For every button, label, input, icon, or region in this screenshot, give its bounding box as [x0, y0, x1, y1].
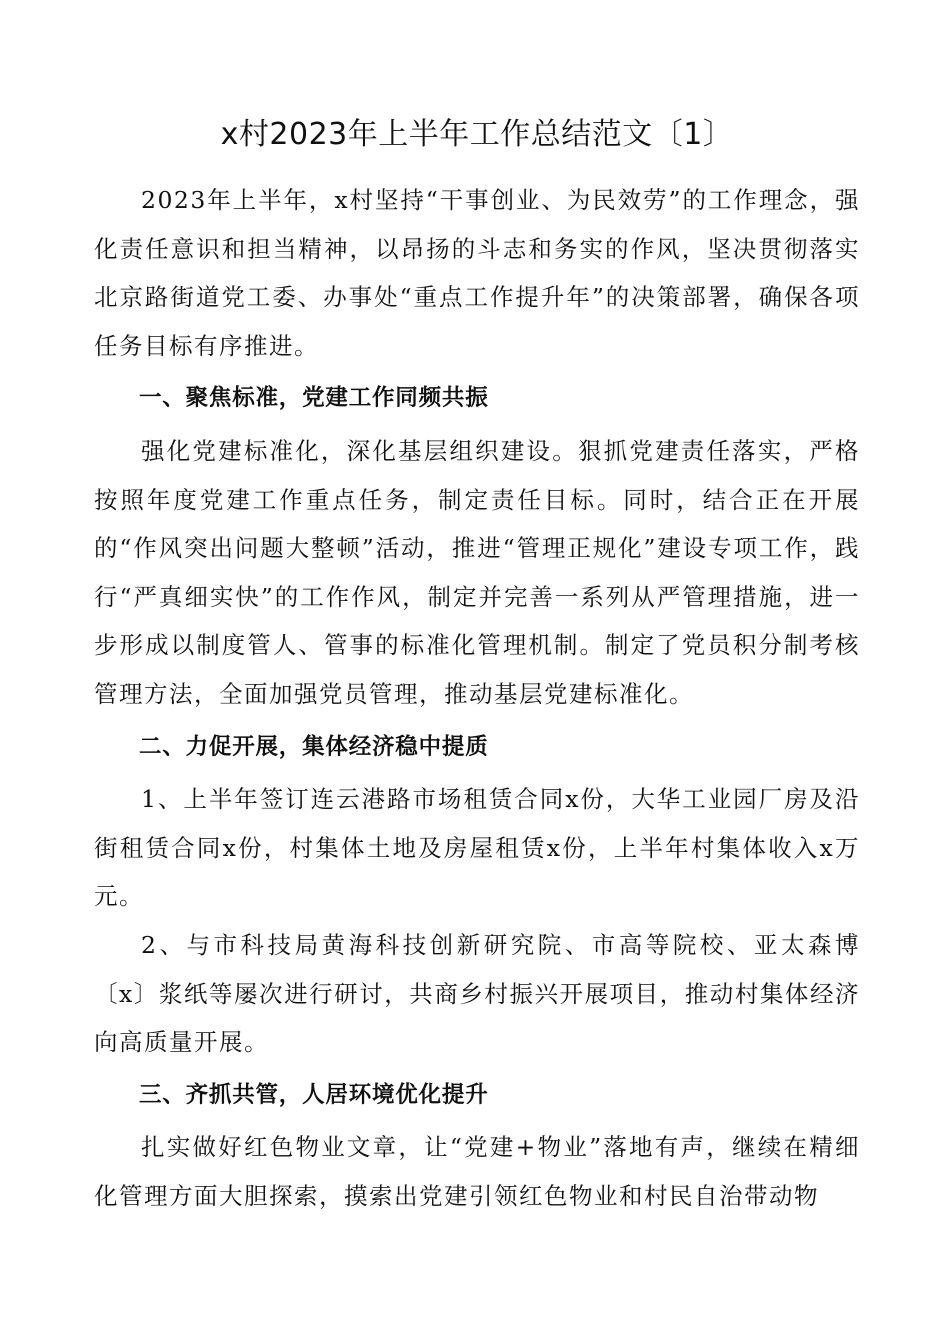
- section-1-paragraph-1: 强化党建标准化，深化基层组织建设。狠抓党建责任落实，严格按照年度党建工作重点任务，制定责任目标。同时，结合正在开展的“作风突出问题大整顿”活动，推进“管理正规化”建设专项工作，践行“严真细实快”的工作作风，制定并完善一系列从严管理措施，进一步形成以制度管人、管事的标准化管理机制。制定了党员积分制考核管理方法，全面加强党员管理，推动基层党建标准化。: [94, 436, 860, 708]
- section-2-heading: 二、力促开展，集体经济稳中提质: [139, 733, 489, 760]
- section-1-heading: 一、聚焦标准，党建工作同频共振: [139, 385, 489, 412]
- section-2-paragraph-1: 1、上半年签订连云港路市场租赁合同x份，大华工业园厂房及沿街租赁合同x份，村集体土地及房屋租赁x份，上半年村集体收入x万元。: [94, 785, 860, 911]
- intro-paragraph: 2023年上半年，x村坚持“干事创业、为民效劳”的工作理念，强化责任意识和担当精神，以昂扬的斗志和务实的作风，坚决贯彻落实北京路街道党工委、办事处“重点工作提升年”的决策部署，确保各项任务目标有序推进。: [94, 186, 860, 360]
- section-2-paragraph-2: 2、与市科技局黄海科技创新研究院、市高等院校、亚太森博〔x〕浆纸等屡次进行研讨，共商乡村振兴开展项目，推动村集体经济向高质量开展。: [94, 930, 860, 1057]
- section-3-heading: 三、齐抓共管，人居环境优化提升: [139, 1081, 489, 1108]
- document-page: [94, 108, 860, 1220]
- document-title: x村2023年上半年工作总结范文〔1〕: [220, 117, 734, 152]
- section-3-paragraph-1: 扎实做好红色物业文章，让“党建+物业”落地有声，继续在精细化管理方面大胆探索，摸索出党建引领红色物业和村民自治带动物: [94, 1133, 860, 1210]
